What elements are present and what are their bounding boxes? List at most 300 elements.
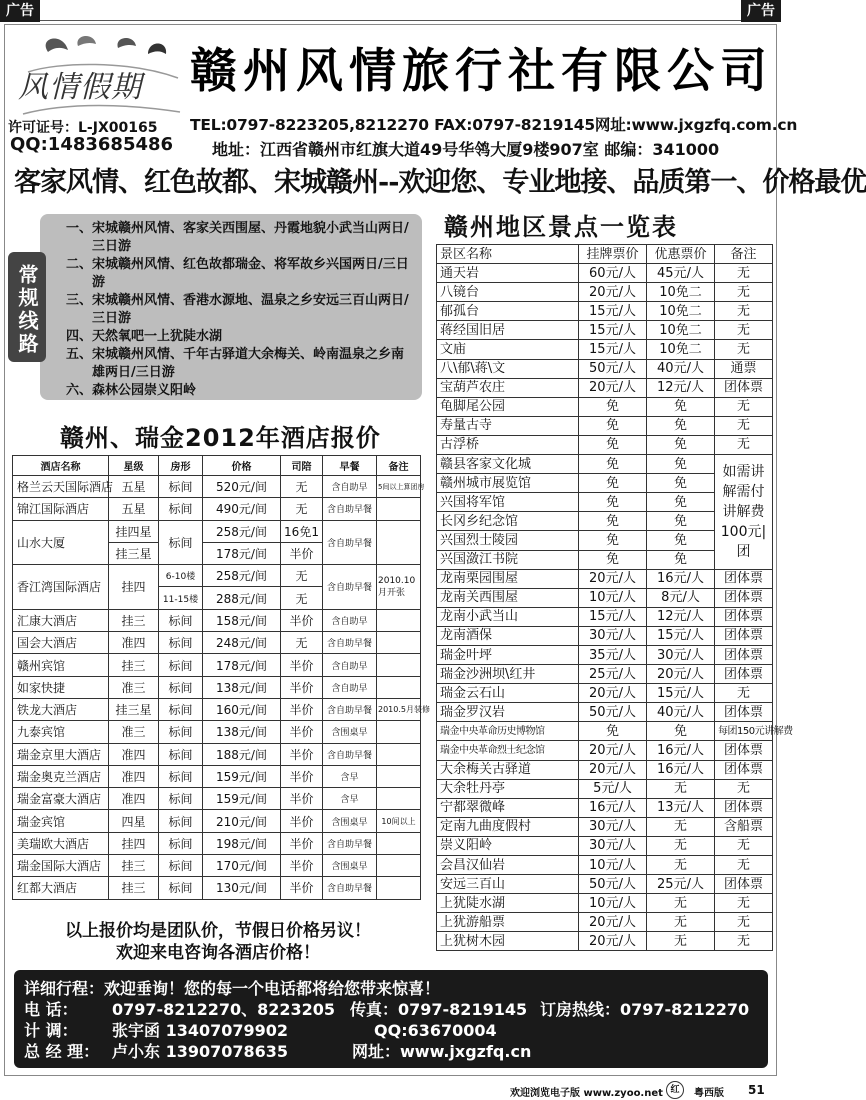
routes-list bbox=[66, 220, 414, 400]
scenic-list-price: 50元/人 bbox=[579, 703, 647, 722]
scenic-name: 八镜台 bbox=[437, 283, 579, 302]
table-row bbox=[13, 654, 421, 676]
hotel-price: 178元/间 bbox=[203, 654, 281, 676]
scenic-note: 无 bbox=[715, 321, 773, 340]
hotel-price: 159元/间 bbox=[203, 765, 281, 787]
scenic-discount-price: 25元/人 bbox=[647, 875, 715, 894]
hotel-guide: 无 bbox=[281, 587, 323, 609]
scenic-name: 上犹陡水湖 bbox=[437, 894, 579, 913]
scenic-name: 瑞金中央革命烈士纪念馆 bbox=[437, 741, 579, 760]
hotel-name: 赣州宾馆 bbox=[13, 654, 109, 676]
table-row bbox=[437, 779, 773, 798]
table-row bbox=[437, 455, 773, 474]
hotel-star: 准四 bbox=[109, 765, 159, 787]
scenic-discount-price: 无 bbox=[647, 836, 715, 855]
hotel-price: 520元/间 bbox=[203, 476, 281, 498]
table-row bbox=[13, 810, 421, 832]
table-row bbox=[437, 378, 773, 397]
scenic-discount-price: 免 bbox=[647, 550, 715, 569]
scenic-note: 无 bbox=[715, 397, 773, 416]
route-text: 天然氧吧一上犹陡水湖 bbox=[92, 329, 223, 344]
hotel-room: 标间 bbox=[159, 832, 203, 854]
scenic-list-price: 10元/人 bbox=[579, 894, 647, 913]
website-link[interactable]: 网址：www.jxgzfq.cn bbox=[352, 1042, 532, 1061]
hotel-price: 210元/间 bbox=[203, 810, 281, 832]
scenic-list-price: 免 bbox=[579, 493, 647, 512]
route-item bbox=[66, 328, 414, 346]
scenic-list-price: 免 bbox=[579, 722, 647, 741]
table-row bbox=[437, 875, 773, 894]
table-row bbox=[437, 703, 773, 722]
scenic-name: 瑞金中央革命历史博物馆 bbox=[437, 722, 579, 741]
scenic-discount-price: 10免二 bbox=[647, 283, 715, 302]
scenic-col-discount-price: 优惠票价 bbox=[647, 245, 715, 264]
qq-contact[interactable]: QQ:63670004 bbox=[374, 1021, 497, 1040]
scenic-discount-price: 免 bbox=[647, 493, 715, 512]
hotel-guide: 半价 bbox=[281, 743, 323, 765]
hotel-title: 赣州、瑞金2012年酒店报价 bbox=[60, 424, 381, 452]
address: 地址：江西省赣州市红旗大道49号华鸰大厦9楼907室 邮编：341000 bbox=[212, 140, 720, 159]
hotel-name: 锦江国际酒店 bbox=[13, 498, 109, 520]
scenic-discount-price: 免 bbox=[647, 435, 715, 454]
table-row bbox=[13, 832, 421, 854]
scenic-list-price: 30元/人 bbox=[579, 626, 647, 645]
scenic-note: 团体票 bbox=[715, 875, 773, 894]
planner-contact[interactable]: 张宇函 13407079902 bbox=[112, 1021, 289, 1040]
hotel-room: 标间 bbox=[159, 520, 203, 565]
hotel-breakfast: 含围桌早 bbox=[323, 855, 377, 877]
hotel-name: 山水大厦 bbox=[13, 520, 109, 565]
hotel-price: 178元/间 bbox=[203, 542, 281, 564]
hotel-star: 挂四 bbox=[109, 832, 159, 854]
scenic-discount-price: 免 bbox=[647, 512, 715, 531]
scenic-discount-price: 免 bbox=[647, 455, 715, 474]
hotel-note bbox=[377, 832, 421, 854]
hotel-name: 铁龙大酒店 bbox=[13, 698, 109, 720]
scenic-list-price: 20元/人 bbox=[579, 760, 647, 779]
scenic-list-price: 15元/人 bbox=[579, 607, 647, 626]
hotel-col-price: 价格 bbox=[203, 456, 281, 476]
scenic-discount-price: 16元/人 bbox=[647, 569, 715, 588]
scenic-body bbox=[437, 264, 793, 951]
hotel-room: 标间 bbox=[159, 654, 203, 676]
hotel-room: 标间 bbox=[159, 721, 203, 743]
hotel-price: 160元/间 bbox=[203, 698, 281, 720]
hotel-room: 标间 bbox=[159, 609, 203, 631]
scenic-list-price: 15元/人 bbox=[579, 340, 647, 359]
ad-label-left: 广告 bbox=[0, 0, 40, 22]
hotel-price: 159元/间 bbox=[203, 788, 281, 810]
scenic-name: 郁孤台 bbox=[437, 302, 579, 321]
scenic-name: 蒋经国旧居 bbox=[437, 321, 579, 340]
hotel-name: 瑞金国际大酒店 bbox=[13, 855, 109, 877]
hotel-breakfast: 含早 bbox=[323, 765, 377, 787]
hotel-note bbox=[377, 855, 421, 877]
table-row bbox=[437, 588, 773, 607]
hotel-price: 490元/间 bbox=[203, 498, 281, 520]
route-number: 六、 bbox=[66, 383, 93, 398]
scenic-note: 团体票 bbox=[715, 760, 773, 779]
scenic-list-price: 50元/人 bbox=[579, 359, 647, 378]
scenic-note: 团体票 bbox=[715, 645, 773, 664]
hotel-star: 挂三 bbox=[109, 609, 159, 631]
route-item bbox=[66, 256, 414, 292]
hotel-col-name: 酒店名称 bbox=[13, 456, 109, 476]
route-number: 三、 bbox=[66, 293, 93, 308]
scenic-name: 通天岩 bbox=[437, 264, 579, 283]
scenic-note: 无 bbox=[715, 913, 773, 932]
hotel-breakfast: 含自助早餐 bbox=[323, 632, 377, 654]
scenic-note: 团体票 bbox=[715, 703, 773, 722]
hotel-body bbox=[13, 476, 430, 900]
hotel-price: 158元/间 bbox=[203, 609, 281, 631]
scenic-list-price: 免 bbox=[579, 455, 647, 474]
license-number: 许可证号：L-JX00165 bbox=[8, 120, 158, 136]
hotel-room: 6-10楼 bbox=[159, 565, 203, 587]
route-number: 一、 bbox=[66, 221, 93, 236]
qq-number: QQ:1483685486 bbox=[10, 134, 174, 155]
scenic-note: 无 bbox=[715, 340, 773, 359]
table-row bbox=[13, 609, 421, 631]
scenic-name: 瑞金罗汉岩 bbox=[437, 703, 579, 722]
scenic-note: 团体票 bbox=[715, 588, 773, 607]
price-note-line2: 欢迎来电咨询各酒店价格！ bbox=[116, 943, 320, 963]
scenic-name: 宁都翠微峰 bbox=[437, 798, 579, 817]
hotel-room: 标间 bbox=[159, 698, 203, 720]
scenic-discount-price: 免 bbox=[647, 531, 715, 550]
hotel-room: 标间 bbox=[159, 498, 203, 520]
table-row bbox=[13, 565, 421, 587]
scenic-note: 无 bbox=[715, 836, 773, 855]
table-row bbox=[437, 645, 773, 664]
hotel-price: 138元/间 bbox=[203, 721, 281, 743]
hotel-note bbox=[377, 721, 421, 743]
scenic-note: 团体票 bbox=[715, 378, 773, 397]
booking-hotline[interactable]: 订房热线：0797-8212270 bbox=[540, 1000, 750, 1019]
table-row bbox=[13, 877, 421, 899]
hotel-header-row bbox=[13, 456, 421, 476]
scenic-list-price: 50元/人 bbox=[579, 875, 647, 894]
tel-fax-web: TEL:0797-8223205,8212270 FAX:0797-8219145网址:www.jxgzfq.com.cn bbox=[190, 116, 798, 134]
scenic-name: 龙南栗园围屋 bbox=[437, 569, 579, 588]
hotel-guide: 16免1 bbox=[281, 520, 323, 542]
scenic-table bbox=[436, 244, 793, 951]
scenic-col-list-price: 挂牌票价 bbox=[579, 245, 647, 264]
page-footer bbox=[0, 1080, 781, 1100]
scenic-list-price: 35元/人 bbox=[579, 645, 647, 664]
scenic-discount-price: 10免二 bbox=[647, 340, 715, 359]
table-row bbox=[437, 283, 773, 302]
table-row bbox=[437, 722, 773, 741]
phone-number[interactable]: 0797-8212270、8223205 bbox=[112, 1000, 336, 1019]
contact-panel bbox=[14, 970, 768, 1068]
hotel-note bbox=[377, 877, 421, 899]
hotel-guide: 半价 bbox=[281, 832, 323, 854]
hotel-guide: 半价 bbox=[281, 542, 323, 564]
table-row bbox=[437, 626, 773, 645]
scenic-list-price: 10元/人 bbox=[579, 856, 647, 875]
scenic-name: 定南九曲度假村 bbox=[437, 817, 579, 836]
scenic-note: 无 bbox=[715, 779, 773, 798]
table-row bbox=[437, 913, 773, 932]
scenic-note: 团体票 bbox=[715, 741, 773, 760]
table-row bbox=[437, 817, 773, 836]
table-row bbox=[437, 856, 773, 875]
scenic-discount-price: 无 bbox=[647, 894, 715, 913]
hotel-note: 2010.5月装修 bbox=[377, 698, 421, 720]
hotel-guide: 半价 bbox=[281, 676, 323, 698]
scenic-list-price: 免 bbox=[579, 416, 647, 435]
scenic-note: 团体票 bbox=[715, 665, 773, 684]
hotel-room: 标间 bbox=[159, 632, 203, 654]
hotel-room: 标间 bbox=[159, 743, 203, 765]
scenic-note: 无 bbox=[715, 856, 773, 875]
scenic-note: 团体票 bbox=[715, 569, 773, 588]
scenic-discount-price: 10免二 bbox=[647, 302, 715, 321]
table-row bbox=[437, 684, 773, 703]
scenic-note: 无 bbox=[715, 932, 773, 951]
footer-text: 欢迎浏览电子版 www.zyoo.net bbox=[510, 1088, 663, 1099]
hotel-star: 准四 bbox=[109, 743, 159, 765]
scenic-name: 龟脚尾公园 bbox=[437, 397, 579, 416]
table-row bbox=[437, 416, 773, 435]
scenic-discount-price: 8元/人 bbox=[647, 588, 715, 607]
scenic-name: 兴国将军馆 bbox=[437, 493, 579, 512]
scenic-discount-price: 免 bbox=[647, 416, 715, 435]
hotel-note bbox=[377, 654, 421, 676]
contact-line-manager bbox=[24, 1041, 758, 1062]
hotel-star: 准四 bbox=[109, 788, 159, 810]
scenic-list-price: 5元/人 bbox=[579, 779, 647, 798]
hotel-star: 挂三 bbox=[109, 877, 159, 899]
contact-line-itinerary bbox=[24, 978, 758, 999]
hotel-star: 挂四星 bbox=[109, 520, 159, 542]
scenic-list-price: 25元/人 bbox=[579, 665, 647, 684]
scenic-discount-price: 12元/人 bbox=[647, 607, 715, 626]
scenic-note: 每团150元讲解费 bbox=[715, 722, 773, 741]
scenic-list-price: 20元/人 bbox=[579, 283, 647, 302]
hotel-star: 四星 bbox=[109, 810, 159, 832]
scenic-discount-price: 16元/人 bbox=[647, 760, 715, 779]
hotel-room: 标间 bbox=[159, 810, 203, 832]
hotel-guide: 半价 bbox=[281, 855, 323, 877]
table-row bbox=[13, 698, 421, 720]
hotel-room: 标间 bbox=[159, 676, 203, 698]
hotel-col-room: 房形 bbox=[159, 456, 203, 476]
hotel-breakfast: 含自助早 bbox=[323, 676, 377, 698]
hotel-price: 130元/间 bbox=[203, 877, 281, 899]
scenic-name: 寿量古寺 bbox=[437, 416, 579, 435]
hotel-note bbox=[377, 765, 421, 787]
scenic-name: 八\郁\蒋\文 bbox=[437, 359, 579, 378]
route-text: 宋城赣州风情、香港水源地、温泉之乡安远三百山两日/三日游 bbox=[92, 293, 409, 326]
hotel-guide: 无 bbox=[281, 565, 323, 587]
table-row bbox=[13, 743, 421, 765]
hotel-price: 288元/间 bbox=[203, 587, 281, 609]
scenic-note: 通票 bbox=[715, 359, 773, 378]
hotel-room: 标间 bbox=[159, 877, 203, 899]
scenic-header-row bbox=[437, 245, 773, 264]
scenic-name: 崇义阳岭 bbox=[437, 836, 579, 855]
table-row bbox=[13, 520, 421, 542]
hotel-star: 挂三星 bbox=[109, 698, 159, 720]
hotel-breakfast: 含自助早餐 bbox=[323, 698, 377, 720]
hotel-price: 258元/间 bbox=[203, 565, 281, 587]
scenic-discount-price: 45元/人 bbox=[647, 264, 715, 283]
scenic-list-price: 20元/人 bbox=[579, 378, 647, 397]
scenic-name: 瑞金叶坪 bbox=[437, 645, 579, 664]
scenic-note: 无 bbox=[715, 894, 773, 913]
scenic-list-price: 免 bbox=[579, 474, 647, 493]
hotel-note: 2010.10月开张 bbox=[377, 565, 421, 610]
route-text: 宋城赣州风情、千年古驿道大余梅关、岭南温泉之乡南雄两日/三日游 bbox=[92, 347, 405, 380]
hotel-name: 九泰宾馆 bbox=[13, 721, 109, 743]
hotel-star: 挂三 bbox=[109, 855, 159, 877]
scenic-list-price: 免 bbox=[579, 512, 647, 531]
phone-label: 电 话： bbox=[24, 1000, 78, 1019]
scenic-note: 无 bbox=[715, 435, 773, 454]
table-row bbox=[437, 569, 773, 588]
hotel-price: 138元/间 bbox=[203, 676, 281, 698]
scenic-name: 上犹游船票 bbox=[437, 913, 579, 932]
hotel-star: 准三 bbox=[109, 721, 159, 743]
route-item bbox=[66, 220, 414, 256]
hotel-price: 248元/间 bbox=[203, 632, 281, 654]
company-name: 赣州风情旅行社有限公司 bbox=[190, 44, 773, 99]
hotel-breakfast: 含自助早餐 bbox=[323, 498, 377, 520]
scenic-name: 兴国烈士陵园 bbox=[437, 531, 579, 550]
route-text: 宋城赣州风情、红色故都瑞金、将军故乡兴国两日/三日游 bbox=[92, 257, 409, 290]
hotel-note: 10间以上 bbox=[377, 810, 421, 832]
hotel-name: 瑞金奥克兰酒店 bbox=[13, 765, 109, 787]
scenic-name: 瑞金沙洲坝\红井 bbox=[437, 665, 579, 684]
hotel-name: 格兰云天国际酒店 bbox=[13, 476, 109, 498]
hotel-guide: 半价 bbox=[281, 810, 323, 832]
scenic-discount-price: 40元/人 bbox=[647, 703, 715, 722]
scenic-name: 赣州城市展览馆 bbox=[437, 474, 579, 493]
hotel-note bbox=[377, 632, 421, 654]
hotel-col-note: 备注 bbox=[377, 456, 421, 476]
scenic-list-price: 20元/人 bbox=[579, 569, 647, 588]
hotel-name: 美瑞欧大酒店 bbox=[13, 832, 109, 854]
scenic-list-price: 免 bbox=[579, 397, 647, 416]
hotel-name: 瑞金富豪大酒店 bbox=[13, 788, 109, 810]
scenic-note: 团体票 bbox=[715, 626, 773, 645]
scenic-name: 安远三百山 bbox=[437, 875, 579, 894]
scenic-name: 瑞金云石山 bbox=[437, 684, 579, 703]
scenic-discount-price: 无 bbox=[647, 817, 715, 836]
table-row bbox=[437, 836, 773, 855]
scenic-discount-price: 10免二 bbox=[647, 321, 715, 340]
scenic-discount-price: 20元/人 bbox=[647, 665, 715, 684]
scenic-discount-price: 16元/人 bbox=[647, 741, 715, 760]
hotel-guide: 半价 bbox=[281, 654, 323, 676]
route-number: 四、 bbox=[66, 329, 93, 344]
scenic-name: 大余牡丹亭 bbox=[437, 779, 579, 798]
scenic-discount-price: 15元/人 bbox=[647, 684, 715, 703]
table-row bbox=[437, 607, 773, 626]
scenic-discount-price: 13元/人 bbox=[647, 798, 715, 817]
hotel-guide: 半价 bbox=[281, 765, 323, 787]
hotel-star: 挂三 bbox=[109, 654, 159, 676]
scenic-name: 大余梅关古驿道 bbox=[437, 760, 579, 779]
hotel-note bbox=[377, 743, 421, 765]
table-row bbox=[437, 302, 773, 321]
table-row bbox=[13, 476, 421, 498]
slogan: 客家风情、红色故都、宋城赣州--欢迎您、专业地接、品质第一、价格最优 bbox=[14, 167, 866, 198]
hotel-breakfast: 含自助早餐 bbox=[323, 520, 377, 565]
table-row bbox=[437, 798, 773, 817]
route-text: 森林公园崇义阳岭 bbox=[92, 383, 197, 398]
scenic-list-price: 20元/人 bbox=[579, 913, 647, 932]
hotel-breakfast: 含自助早餐 bbox=[323, 877, 377, 899]
hotel-room: 标间 bbox=[159, 476, 203, 498]
scenic-list-price: 15元/人 bbox=[579, 302, 647, 321]
scenic-note: 无 bbox=[715, 264, 773, 283]
routes-label: 常规线路 bbox=[8, 252, 46, 362]
scenic-note: 团体票 bbox=[715, 798, 773, 817]
table-row bbox=[13, 765, 421, 787]
routes-panel bbox=[40, 214, 422, 400]
hotel-breakfast: 含自助早餐 bbox=[323, 743, 377, 765]
scenic-col-note: 备注 bbox=[715, 245, 773, 264]
table-row bbox=[13, 632, 421, 654]
hotel-breakfast: 含自助早 bbox=[323, 609, 377, 631]
ad-label-right: 广告 bbox=[741, 0, 781, 22]
hotel-star: 五星 bbox=[109, 476, 159, 498]
table-row bbox=[13, 721, 421, 743]
hotel-guide: 半价 bbox=[281, 609, 323, 631]
scenic-name: 长冈乡纪念馆 bbox=[437, 512, 579, 531]
scenic-note: 无 bbox=[715, 416, 773, 435]
footer-edition: 粤西版 bbox=[694, 1088, 724, 1099]
table-row bbox=[437, 359, 773, 378]
hotel-col-star: 星级 bbox=[109, 456, 159, 476]
footer-badge: 红 bbox=[666, 1081, 684, 1099]
route-item bbox=[66, 382, 414, 400]
hotel-name: 国会大酒店 bbox=[13, 632, 109, 654]
table-row bbox=[13, 676, 421, 698]
hotel-price: 198元/间 bbox=[203, 832, 281, 854]
scenic-list-price: 免 bbox=[579, 550, 647, 569]
scenic-list-price: 免 bbox=[579, 531, 647, 550]
scenic-note: 团体票 bbox=[715, 607, 773, 626]
scenic-discount-price: 无 bbox=[647, 856, 715, 875]
hotel-note: 5间以上算团房 bbox=[377, 476, 421, 498]
hotel-guide: 无 bbox=[281, 476, 323, 498]
hotel-star: 五星 bbox=[109, 498, 159, 520]
scenic-list-price: 10元/人 bbox=[579, 588, 647, 607]
route-item bbox=[66, 292, 414, 328]
scenic-discount-price: 免 bbox=[647, 474, 715, 493]
hotel-room: 标间 bbox=[159, 788, 203, 810]
page-number: 51 bbox=[748, 1083, 765, 1097]
route-text: 宋城赣州风情、客家关西围屋、丹霞地貌小武当山两日/三日游 bbox=[92, 221, 409, 254]
scenic-list-price: 20元/人 bbox=[579, 932, 647, 951]
manager-contact[interactable]: 卢小东 13907078635 bbox=[112, 1042, 289, 1061]
scenic-discount-price: 无 bbox=[647, 779, 715, 798]
scenic-name: 赣县客家文化城 bbox=[437, 455, 579, 474]
hotel-guide: 半价 bbox=[281, 788, 323, 810]
hotel-breakfast: 含围桌早 bbox=[323, 721, 377, 743]
manager-label: 总 经 理： bbox=[24, 1042, 100, 1061]
scenic-col-name: 景区名称 bbox=[437, 245, 579, 264]
hotel-room: 11-15楼 bbox=[159, 587, 203, 609]
hotel-price: 258元/间 bbox=[203, 520, 281, 542]
scenic-note: 含船票 bbox=[715, 817, 773, 836]
scenic-name: 上犹树木园 bbox=[437, 932, 579, 951]
route-item bbox=[66, 346, 414, 382]
